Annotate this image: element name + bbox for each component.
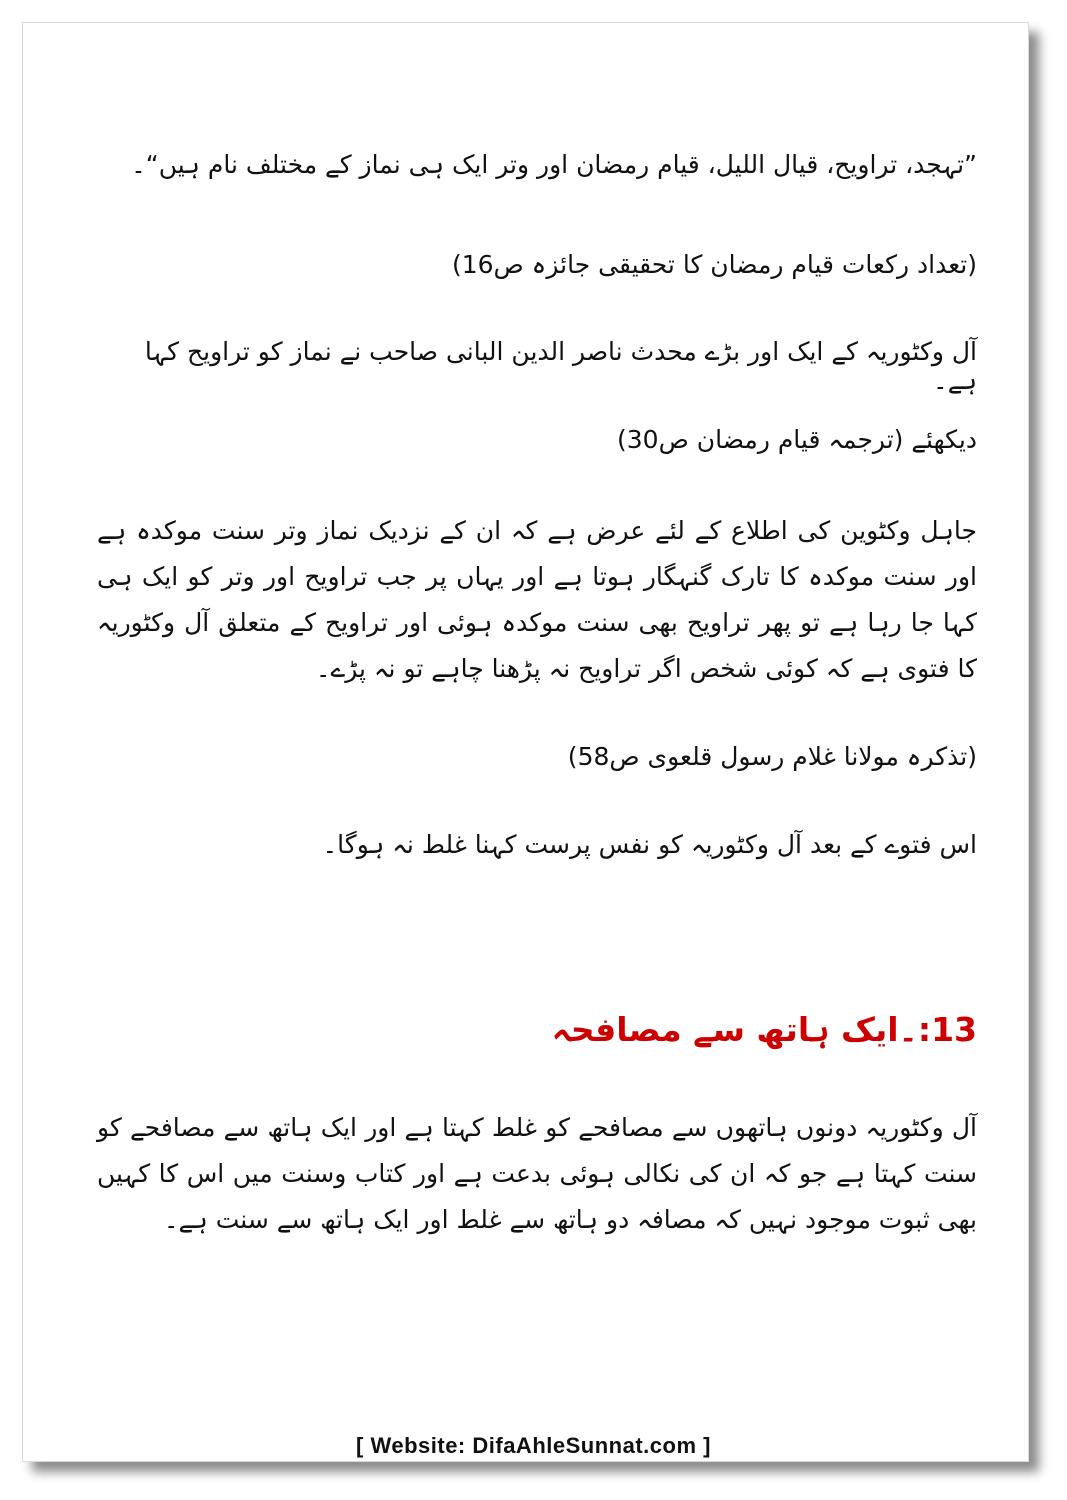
reference-qiyam-ramadan: دیکھئے (ترجمہ قیام رمضان ص30)	[617, 425, 977, 454]
website-footer: [ Website: DifaAhleSunnat.com ]	[356, 1433, 711, 1458]
section-heading: 13:۔ایک ہاتھ سے مصافحہ	[551, 1010, 977, 1049]
fatwa-conclusion-paragraph: اس فتوے کے بعد آل وکٹوریہ کو نفس پرست کہنا غلط نہ ہوگا۔	[322, 830, 977, 859]
reference-tazkira: (تذکرہ مولانا غلام رسول قلعوی ص58)	[567, 742, 977, 771]
witr-taraweeh-paragraph: جاہل وکٹوین کی اطلاع کے لئے عرض ہے کہ ان کے نزدیک نماز وتر سنت موکدہ ہے اور سنت موکدہ کا تارک گنہگار ہوتا ہے اور یہاں پر جب تراویح اور وتر کو ایک ہی کہا جا رہا ہے تو پھر تراویح بھی سنت موکدہ ہوئی اور تراویح کے متعلق آل وکٹوریہ کا فتوی ہے کہ کوئی شخص اگر تراویح نہ پڑھنا چاہے تو نہ پڑے۔	[97, 516, 977, 683]
quote-paragraph: ”تہجد، تراویح، قیال اللیل، قیام رمضان اور وتر ایک ہی نماز کے مختلف نام ہیں“۔	[131, 150, 977, 179]
reference-tadad-rakaat: (تعداد رکعات قیام رمضان کا تحقیقی جائزہ ص16)	[451, 250, 977, 279]
musafaha-paragraph: آل وکٹوریہ دونوں ہاتھوں سے مصافحے کو غلط کہتا ہے اور ایک ہاتھ سے مصافحے کو سنت کہتا ہے جو کہ ان کی نکالی ہوئی بدعت ہے اور کتاب وسنت میں اس کا کہیں بھی ثبوت موجود نہیں کہ مصافہ دو ہاتھ سے غلط اور ایک ہاتھ سے سنت ہے۔	[97, 1113, 977, 1234]
albani-paragraph: آل وکٹوریہ کے ایک اور بڑے محدث ناصر الدین البانی صاحب نے نماز کو تراویح کہا ہے۔	[144, 337, 977, 395]
